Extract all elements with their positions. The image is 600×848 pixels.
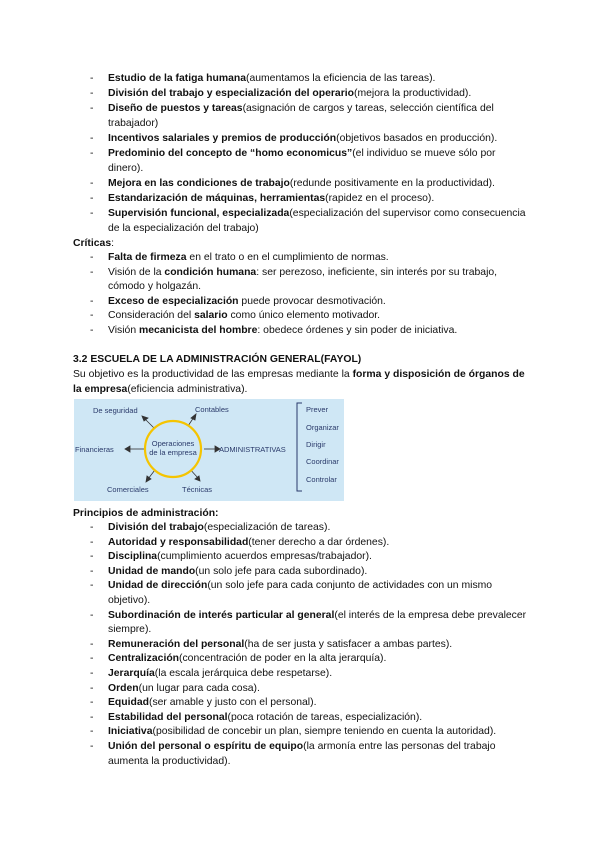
list-item <box>90 251 530 266</box>
item-term: Unión del personal o espíritu de equipo <box>108 740 304 752</box>
item-term: salario <box>194 310 228 322</box>
item-desc: (objetivos basados en producción). <box>336 132 498 144</box>
list-item <box>90 192 530 207</box>
list-item <box>90 711 530 726</box>
center-line-2: de la empresa <box>149 448 197 457</box>
item-term: Falta de firmeza <box>108 252 187 263</box>
item-term: Diseño de puestos y tareas <box>108 102 243 114</box>
item-desc: (ser amable y justo con el personal). <box>148 697 317 709</box>
taylor-contributions-list <box>90 71 530 236</box>
list-item <box>90 324 530 339</box>
list-item <box>90 536 530 551</box>
item-prefix: Visión de la <box>108 266 165 278</box>
diagram-svg <box>74 399 344 501</box>
list-item <box>90 609 530 638</box>
list-item <box>90 565 530 580</box>
item-term: Remuneración del personal <box>108 638 245 650</box>
item-term: Autoridad y responsabilidad <box>108 536 249 548</box>
item-desc: en el trato o en el cumplimiento de normas. <box>186 252 389 263</box>
item-desc: como único elemento motivador. <box>227 310 381 322</box>
admin-step-organizar: Organizar <box>306 423 339 432</box>
list-item <box>90 132 530 147</box>
item-term: Supervisión funcional, especializada <box>108 208 290 220</box>
list-item <box>90 550 530 565</box>
list-item <box>90 652 530 667</box>
item-desc: (cumplimiento acuerdos empresas/trabajador). <box>157 551 372 563</box>
item-desc: : ser perezoso, ineficiente, sin interés por su trabajo, cómodo y holgazán. <box>108 266 498 293</box>
function-financieras: Financieras <box>75 445 114 454</box>
function-seguridad: De seguridad <box>93 406 138 415</box>
function-tecnicas: Técnicas <box>182 485 213 494</box>
item-desc: (la escala jerárquica debe respetarse). <box>154 667 333 679</box>
principios-list <box>90 521 530 769</box>
fayol-operations-diagram <box>74 399 344 501</box>
intro-term: forma y disposición de órganos de la empresa <box>73 369 525 395</box>
admin-step-controlar: Controlar <box>306 475 337 484</box>
item-prefix: Visión <box>108 324 139 336</box>
item-term: Equidad <box>108 697 149 709</box>
item-desc: (aumentamos la eficiencia de las tareas). <box>246 72 436 84</box>
item-term: Predominio del concepto de “homo economicus” <box>108 147 353 159</box>
list-item <box>90 309 530 324</box>
item-term: Estandarización de máquinas, herramientas <box>108 192 326 204</box>
admin-step-dirigir: Dirigir <box>306 440 326 449</box>
list-item <box>90 638 530 653</box>
function-administrativas: ADMINISTRATIVAS <box>219 445 286 454</box>
item-term: mecanicista del hombre <box>139 324 258 336</box>
item-term: Mejora en las condiciones de trabajo <box>108 177 290 189</box>
list-item <box>90 147 530 176</box>
item-desc: (especialización de tareas). <box>203 522 331 533</box>
list-item <box>90 740 530 769</box>
admin-step-prever: Prever <box>306 405 329 414</box>
item-desc: (ha de ser justa y satisfacer a ambas partes). <box>244 638 453 650</box>
arrowhead-financieras <box>125 446 130 452</box>
item-term: Unidad de mando <box>108 565 196 577</box>
item-term: División del trabajo y especialización del operario <box>108 87 354 99</box>
item-term: condición humana <box>164 266 257 278</box>
arrowhead-contables <box>191 414 196 420</box>
item-desc: (rapidez en el proceso). <box>325 192 435 204</box>
admin-step-coordinar: Coordinar <box>306 457 339 466</box>
principios-heading: Principios de administración: <box>73 508 219 519</box>
item-desc: (poca rotación de tareas, especialización). <box>227 711 423 723</box>
item-term: Unidad de dirección <box>108 580 208 592</box>
item-desc: (un solo jefe para cada subordinado). <box>195 565 368 577</box>
criticas-colon: : <box>111 238 115 249</box>
item-term: Subordinación de interés particular al general <box>108 609 335 621</box>
center-line-1: Operaciones <box>151 439 195 448</box>
item-term: Estabilidad del personal <box>108 711 228 723</box>
arrowhead-comerciales <box>146 476 151 482</box>
list-item <box>90 72 530 87</box>
item-term: Centralización <box>108 653 180 665</box>
section-intro <box>73 368 533 397</box>
criticas-list <box>90 251 530 339</box>
list-item <box>90 579 530 608</box>
item-desc: (el individuo se mueve sólo por dinero). <box>108 147 496 174</box>
item-desc: (posibilidad de concebir un plan, siempre teniendo en cuenta la autoridad). <box>152 726 497 738</box>
arrowhead-seguridad <box>142 416 148 421</box>
list-item <box>90 295 530 310</box>
criticas-label: Críticas <box>73 238 112 249</box>
item-desc: (redunde positivamente en la productividad). <box>289 177 495 189</box>
item-desc: : obedece órdenes y sin poder de iniciativa. <box>257 324 458 336</box>
list-item <box>90 667 530 682</box>
admin-bracket <box>297 403 302 491</box>
list-item <box>90 102 530 131</box>
list-item <box>90 266 530 295</box>
item-desc: (concentración de poder en la alta jerarquía). <box>179 653 387 665</box>
item-desc: puede provocar desmotivación. <box>238 295 386 307</box>
intro-prefix: Su objetivo es la productividad de las empresas mediante la <box>73 369 353 380</box>
item-desc: (tener derecho a dar órdenes). <box>248 536 390 548</box>
item-desc: (asignación de cargos y tareas, selección científica del trabajador) <box>108 102 494 129</box>
item-term: Exceso de especialización <box>108 295 239 307</box>
list-item <box>90 177 530 192</box>
intro-desc: (eficiencia administrativa). <box>127 383 248 395</box>
item-desc: (especialización del supervisor como consecuencia de la especialización del trabajo) <box>108 208 526 234</box>
item-desc: (la armonía entre las personas del trabajo aumenta la productividad). <box>108 740 496 767</box>
list-item <box>90 696 530 711</box>
list-item <box>90 682 530 697</box>
arrowhead-tecnicas <box>195 476 200 481</box>
list-item <box>90 87 530 102</box>
item-term: Jerarquía <box>108 667 155 679</box>
item-term: Orden <box>108 682 139 694</box>
item-desc: (un solo jefe para cada conjunto de actividades con un mismo objetivo). <box>108 580 493 606</box>
item-term: Iniciativa <box>108 726 153 738</box>
item-term: Disciplina <box>108 551 158 563</box>
item-prefix: Consideración del <box>108 310 195 322</box>
function-contables: Contables <box>195 405 229 414</box>
list-item <box>90 207 530 236</box>
item-term: Incentivos salariales y premios de producción <box>108 132 337 144</box>
list-item <box>90 521 530 536</box>
list-item <box>90 725 530 740</box>
item-desc: (mejora la productividad). <box>354 87 472 99</box>
section-title: 3.2 ESCUELA DE LA ADMINISTRACIÓN GENERAL(FAYOL) <box>73 354 362 365</box>
criticas-heading <box>73 237 114 252</box>
item-desc: (el interés de la empresa debe prevalecer siempre). <box>108 609 527 636</box>
item-term: División del trabajo <box>108 522 204 533</box>
function-comerciales: Comerciales <box>107 485 149 494</box>
item-term: Estudio de la fatiga humana <box>108 72 246 84</box>
item-desc: (un lugar para cada cosa). <box>138 682 260 694</box>
